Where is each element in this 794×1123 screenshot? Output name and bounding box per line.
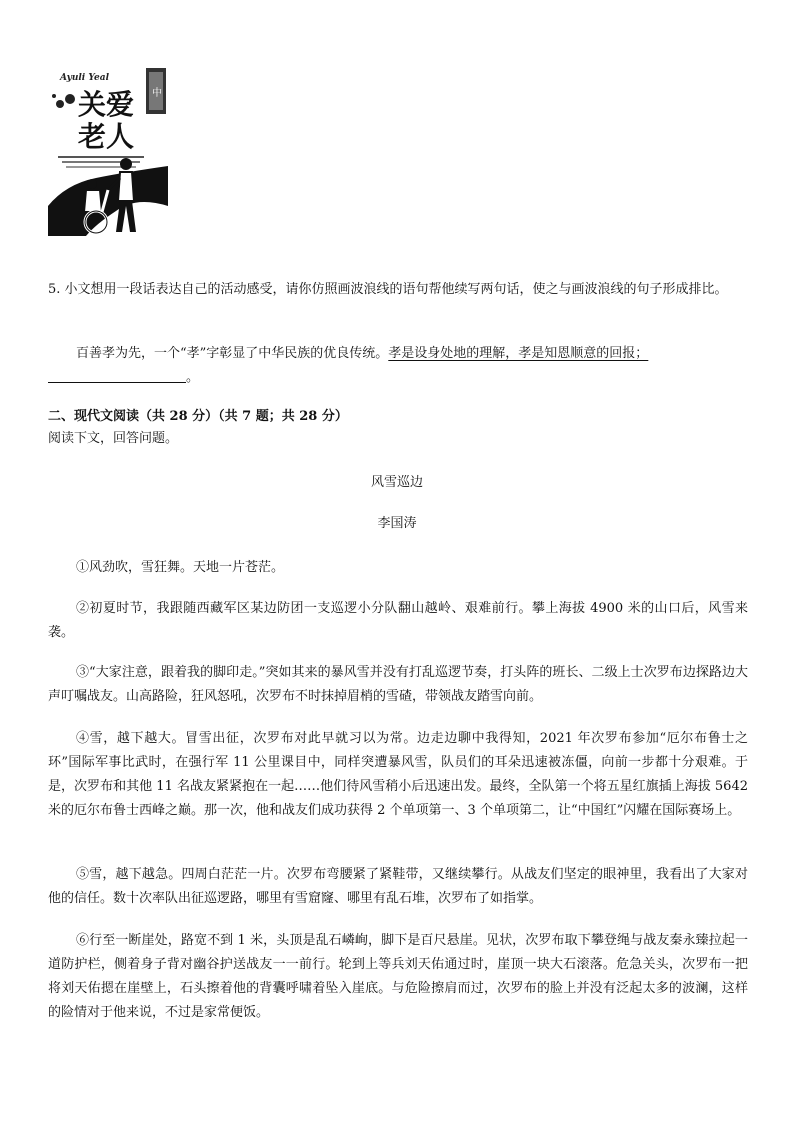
section-instruction: 阅读下文，回答问题。 [48,431,179,446]
lotus-icon [52,94,75,108]
question-5-text: 5. 小文想用一段话表达自己的活动感受，请你仿照画波浪线的语句帮他续写两句话，使之与画波浪线的句子形成排比。 [48,282,728,297]
wavy-underlined-sentence: 孝是设身处地的理解，孝是知恩顺意的回报； [388,346,649,361]
answer-blank[interactable] [48,368,186,383]
paragraph-5: ⑤雪，越下越急。四周白茫茫一片。次罗布弯腰紧了紧鞋带，又继续攀行。从战友们坚定的眼神里，我看出了大家对他的信任。数十次率队出征巡逻路，哪里有雪窟窿、哪里有乱石堆，次罗布了如指掌。 [48,867,748,906]
care-for-elderly-poster [46,66,170,236]
example-plain-text: 百善孝为先，一个“孝”字彰显了中华民族的优良传统。 [76,346,389,361]
question-5-prompt [48,278,748,302]
paragraph-6: ⑥行至一断崖处，路宽不到 1 米，头顶是乱石嶙峋，脚下是百尺悬崖。见状，次罗布取下攀登绳与战友秦永臻拉起一道防护栏，侧着身子背对幽谷护送战友一一前行。轮到上等兵刘天佑通过时，崖顶一块大石滚落。危急关头，次罗布一把将刘天佑摁在崖壁上，石头擦着他的背囊呼啸着坠入崖底。与危险擦肩而过，次罗布的脸上并没有泛起太多的波澜，这样的险情对于他来说，不过是家常便饭。 [48,933,748,1020]
question-5-example [48,342,768,390]
poster-script-text: Ayuli Yeal [60,73,109,83]
section-title: 二、现代文阅读（共 28 分）（共 7 题；共 28 分） [48,409,348,424]
paragraph-4: ④雪，越下越大。冒雪出征，次罗布对此早就习以为常。边走边聊中我得知，2021 年次罗布参加“厄尔布鲁士之环”国际军事比武时，在强行军 11 公里课目中，同样突遭暴风雪，队员们的耳朵迅速被冻僵，向前一步都十分艰难。于是，次罗布和其他 11 名战友紧紧抱在一起……他们待风雪稍小后迅速出发。最终，全队第一个将五星红旗插上海拔 5642 米的厄尔布鲁士西峰之巅。那一次，他和战友们成功获得 2 个单项第一、3 个单项第二，让“中国红”闪耀在国际赛场上。 [48,731,748,818]
example-end: 。 [186,370,200,385]
article-author: 李国涛 [377,516,417,531]
paragraph-1: ①风劲吹，雪狂舞。天地一片苍茫。 [76,560,285,575]
poster-title-line2: 老人 [78,120,135,153]
poster-title-line1: 关爱 [78,88,135,121]
article-title: 风雪巡边 [370,475,423,490]
paragraph-2: ②初夏时节，我跟随西藏军区某边防团一支巡逻小分队翻山越岭、艰难前行。攀上海拔 4900 米的山口后，风雪来袭。 [48,601,748,640]
paragraph-3: ③“大家注意，跟着我的脚印走。”突如其来的暴风雪并没有打乱巡逻节奏，打头阵的班长、二级上士次罗布边探路边大声叮嘱战友。山高路险，狂风怒吼，次罗布不时抹掉眉梢的雪碴，带领战友踏雪向前。 [48,665,748,704]
svg-text:中: 中 [152,88,162,99]
